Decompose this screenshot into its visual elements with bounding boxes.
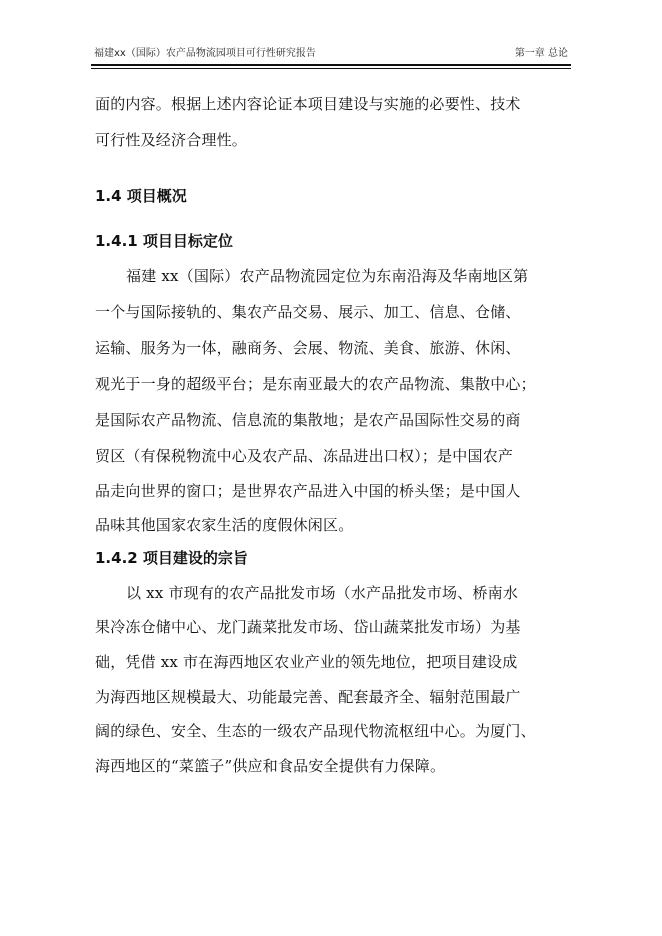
paragraph-line: 以 xx 市现有的农产品批发市场（水产品批发市场、桥南水	[126, 584, 519, 602]
paragraph-line: 础，凭借 xx 市在海西地区农业产业的领先地位，把项目建设成	[95, 653, 518, 671]
paragraph-line: 福建 xx（国际）农产品物流园定位为东南沿海及华南地区第	[126, 267, 529, 285]
section-heading-1-4: 1.4 项目概况	[95, 187, 187, 205]
paragraph-line: 阔的绿色、安全、生态的一级农产品现代物流枢纽中心。为厦门、	[95, 722, 536, 740]
section-heading-1-4-2: 1.4.2 项目建设的宗旨	[95, 549, 248, 567]
paragraph-line: 观光于一身的超级平台；是东南亚最大的农产品物流、集散中心；	[95, 375, 536, 393]
section-heading-1-4-1: 1.4.1 项目目标定位	[95, 232, 233, 250]
paragraph-line: 海西地区的“菜篮子”供应和食品安全提供有力保障。	[95, 757, 446, 775]
paragraph-line: 品味其他国家农家生活的度假休闲区。	[95, 516, 354, 534]
paragraph-line: 品走向世界的窗口；是世界农产品进入中国的桥头堡；是中国人	[95, 482, 521, 500]
paragraph-line: 为海西地区规模最大、功能最完善、配套最齐全、辐射范围最广	[95, 688, 521, 706]
header-rule	[91, 64, 571, 66]
paragraph-line: 是国际农产品物流、信息流的集散地；是农产品国际性交易的商	[95, 411, 521, 429]
intro-line: 面的内容。根据上述内容论证本项目建设与实施的必要性、技术	[95, 95, 521, 113]
paragraph-line: 果冷冻仓储中心、龙门蔬菜批发市场、岱山蔬菜批发市场）为基	[95, 618, 521, 636]
header-title: 福建xx（国际）农产品物流园项目可行性研究报告	[94, 48, 316, 59]
paragraph-line: 贸区（有保税物流中心及农产品、冻品进出口权）；是中国农产	[95, 447, 514, 465]
header-chapter: 第一章 总论	[514, 48, 568, 59]
header-rule-thin	[91, 68, 571, 69]
intro-line: 可行性及经济合理性。	[95, 131, 248, 149]
paragraph-line: 一个与国际接轨的、集农产品交易、展示、加工、信息、仓储、	[95, 303, 521, 321]
running-header	[94, 46, 568, 62]
paragraph-line: 运输、服务为一体，融商务、会展、物流、美食、旅游、休闲、	[95, 339, 521, 357]
